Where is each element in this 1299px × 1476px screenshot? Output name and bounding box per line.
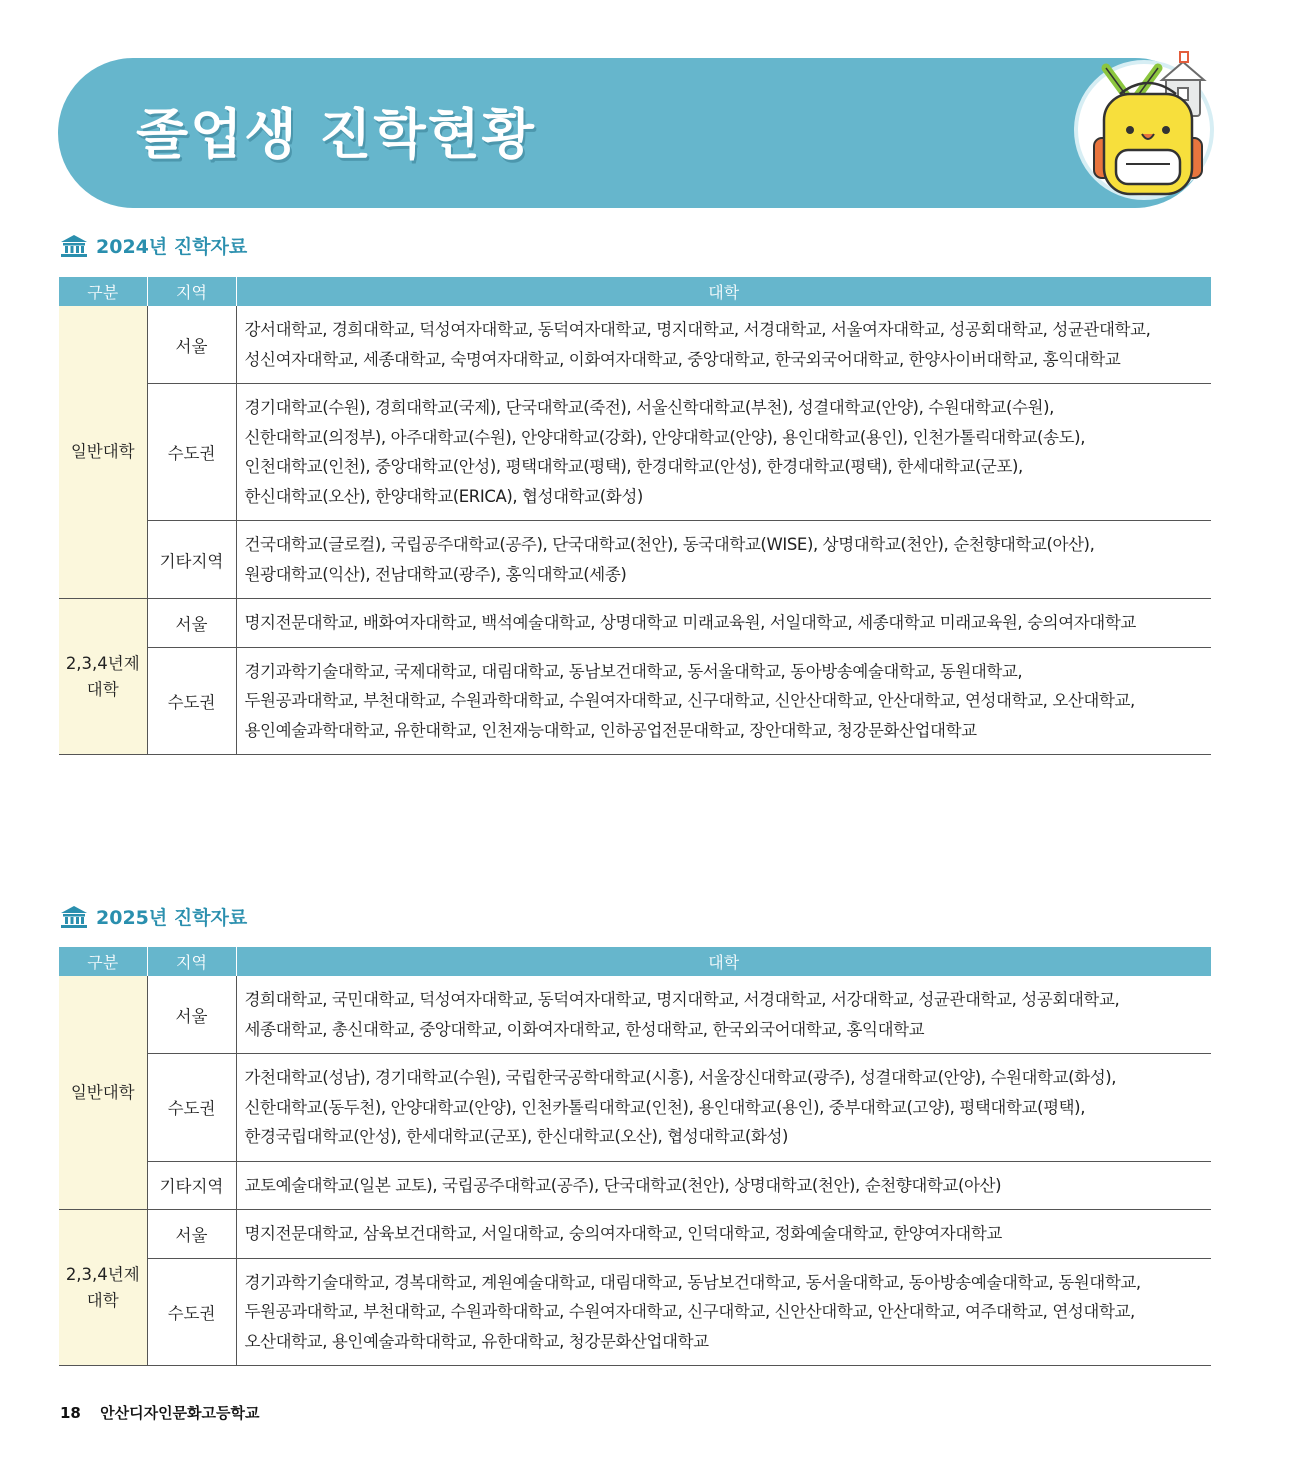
university-list-cell: 명지전문대학교, 배화여자대학교, 백석예술대학교, 상명대학교 미래교육원, 서일대학교, 세종대학교 미래교육원, 숭의여자대학교	[236, 599, 1211, 648]
region-cell: 수도권	[147, 384, 236, 521]
region-cell: 수도권	[147, 1054, 236, 1162]
region-cell: 수도권	[147, 647, 236, 755]
page-title: 졸업생 진학현황	[136, 103, 536, 166]
school-building-icon	[60, 905, 88, 929]
page-number: 18	[60, 1404, 81, 1422]
region-cell: 기타지역	[147, 521, 236, 599]
column-header-university: 대학	[236, 947, 1211, 976]
column-header-region: 지역	[147, 947, 236, 976]
page-footer	[60, 1402, 260, 1423]
table-row	[59, 599, 1211, 648]
category-cell: 일반대학	[59, 306, 147, 599]
column-header-university: 대학	[236, 277, 1211, 306]
table-row	[59, 306, 1211, 384]
backpack-mascot-icon	[1066, 48, 1216, 208]
column-header-category: 구분	[59, 947, 147, 976]
university-list-cell: 명지전문대학교, 삼육보건대학교, 서일대학교, 숭의여자대학교, 인덕대학교, 정화예술대학교, 한양여자대학교	[236, 1210, 1211, 1259]
section-heading-text: 2024년 진학자료	[96, 236, 248, 258]
region-cell: 서울	[147, 976, 236, 1054]
table-row	[59, 521, 1211, 599]
school-name: 안산디자인문화고등학교	[100, 1404, 260, 1422]
university-list-cell: 교토예술대학교(일본 교토), 국립공주대학교(공주), 단국대학교(천안), 상명대학교(천안), 순천향대학교(아산)	[236, 1161, 1211, 1210]
title-banner	[58, 58, 1210, 208]
table-row	[59, 384, 1211, 521]
university-list-cell: 경기과학기술대학교, 국제대학교, 대림대학교, 동남보건대학교, 동서울대학교, 동아방송예술대학교, 동원대학교, 두원공과대학교, 부천대학교, 수원과학대학교, 수원여자대학교, 신구대학교, 신안산대학교, 안산대학교, 연성대학교, 오산대학교, 용인예술과학대학교, 유한대학교, 인천재능대학교, 인하공업전문대학교, 장안대학교, 청강문화산업대학교	[236, 647, 1211, 755]
section-heading-2025	[60, 903, 247, 930]
category-cell: 2,3,4년제 대학	[59, 1210, 147, 1366]
school-building-icon	[60, 234, 88, 258]
table-row	[59, 1210, 1211, 1259]
category-cell: 2,3,4년제 대학	[59, 599, 147, 755]
table-row	[59, 647, 1211, 755]
university-list-cell: 경희대학교, 국민대학교, 덕성여자대학교, 동덕여자대학교, 명지대학교, 서경대학교, 서강대학교, 성균관대학교, 성공회대학교, 세종대학교, 총신대학교, 중앙대학교, 이화여자대학교, 한성대학교, 한국외국어대학교, 홍익대학교	[236, 976, 1211, 1054]
table-row	[59, 1054, 1211, 1162]
section-heading-text: 2025년 진학자료	[96, 907, 248, 929]
category-cell: 일반대학	[59, 976, 147, 1210]
admission-table-2025	[59, 947, 1211, 1366]
table-header-row	[59, 277, 1211, 306]
region-cell: 서울	[147, 1210, 236, 1259]
university-list-cell: 건국대학교(글로컬), 국립공주대학교(공주), 단국대학교(천안), 동국대학교(WISE), 상명대학교(천안), 순천향대학교(아산), 원광대학교(익산), 전남대학교(광주), 홍익대학교(세종)	[236, 521, 1211, 599]
table-row	[59, 1258, 1211, 1366]
university-list-cell: 경기대학교(수원), 경희대학교(국제), 단국대학교(죽전), 서울신학대학교(부천), 성결대학교(안양), 수원대학교(수원), 신한대학교(의정부), 아주대학교(수원), 안양대학교(강화), 안양대학교(안양), 용인대학교(용인), 인천가톨릭대학교(송도), 인천대학교(인천), 중앙대학교(안성), 평택대학교(평택), 한경대학교(안성), 한경대학교(평택), 한세대학교(군포), 한신대학교(오산), 한양대학교(ERICA), 협성대학교(화성)	[236, 384, 1211, 521]
region-cell: 서울	[147, 599, 236, 648]
university-list-cell: 경기과학기술대학교, 경복대학교, 계원예술대학교, 대림대학교, 동남보건대학교, 동서울대학교, 동아방송예술대학교, 동원대학교, 두원공과대학교, 부천대학교, 수원과학대학교, 수원여자대학교, 신구대학교, 신안산대학교, 안산대학교, 여주대학교, 연성대학교, 오산대학교, 용인예술과학대학교, 유한대학교, 청강문화산업대학교	[236, 1258, 1211, 1366]
table-header-row	[59, 947, 1211, 976]
admission-table-2024	[59, 277, 1211, 755]
region-cell: 기타지역	[147, 1161, 236, 1210]
table-row	[59, 1161, 1211, 1210]
region-cell: 수도권	[147, 1258, 236, 1366]
column-header-region: 지역	[147, 277, 236, 306]
table-row	[59, 976, 1211, 1054]
university-list-cell: 강서대학교, 경희대학교, 덕성여자대학교, 동덕여자대학교, 명지대학교, 서경대학교, 서울여자대학교, 성공회대학교, 성균관대학교, 성신여자대학교, 세종대학교, 숙명여자대학교, 이화여자대학교, 중앙대학교, 한국외국어대학교, 한양사이버대학교, 홍익대학교	[236, 306, 1211, 384]
region-cell: 서울	[147, 306, 236, 384]
university-list-cell: 가천대학교(성남), 경기대학교(수원), 국립한국공학대학교(시흥), 서울장신대학교(광주), 성결대학교(안양), 수원대학교(화성), 신한대학교(동두천), 안양대학교(안양), 인천카톨릭대학교(인천), 용인대학교(용인), 중부대학교(고양), 평택대학교(평택), 한경국립대학교(안성), 한세대학교(군포), 한신대학교(오산), 협성대학교(화성)	[236, 1054, 1211, 1162]
column-header-category: 구분	[59, 277, 147, 306]
section-heading-2024	[60, 232, 247, 259]
